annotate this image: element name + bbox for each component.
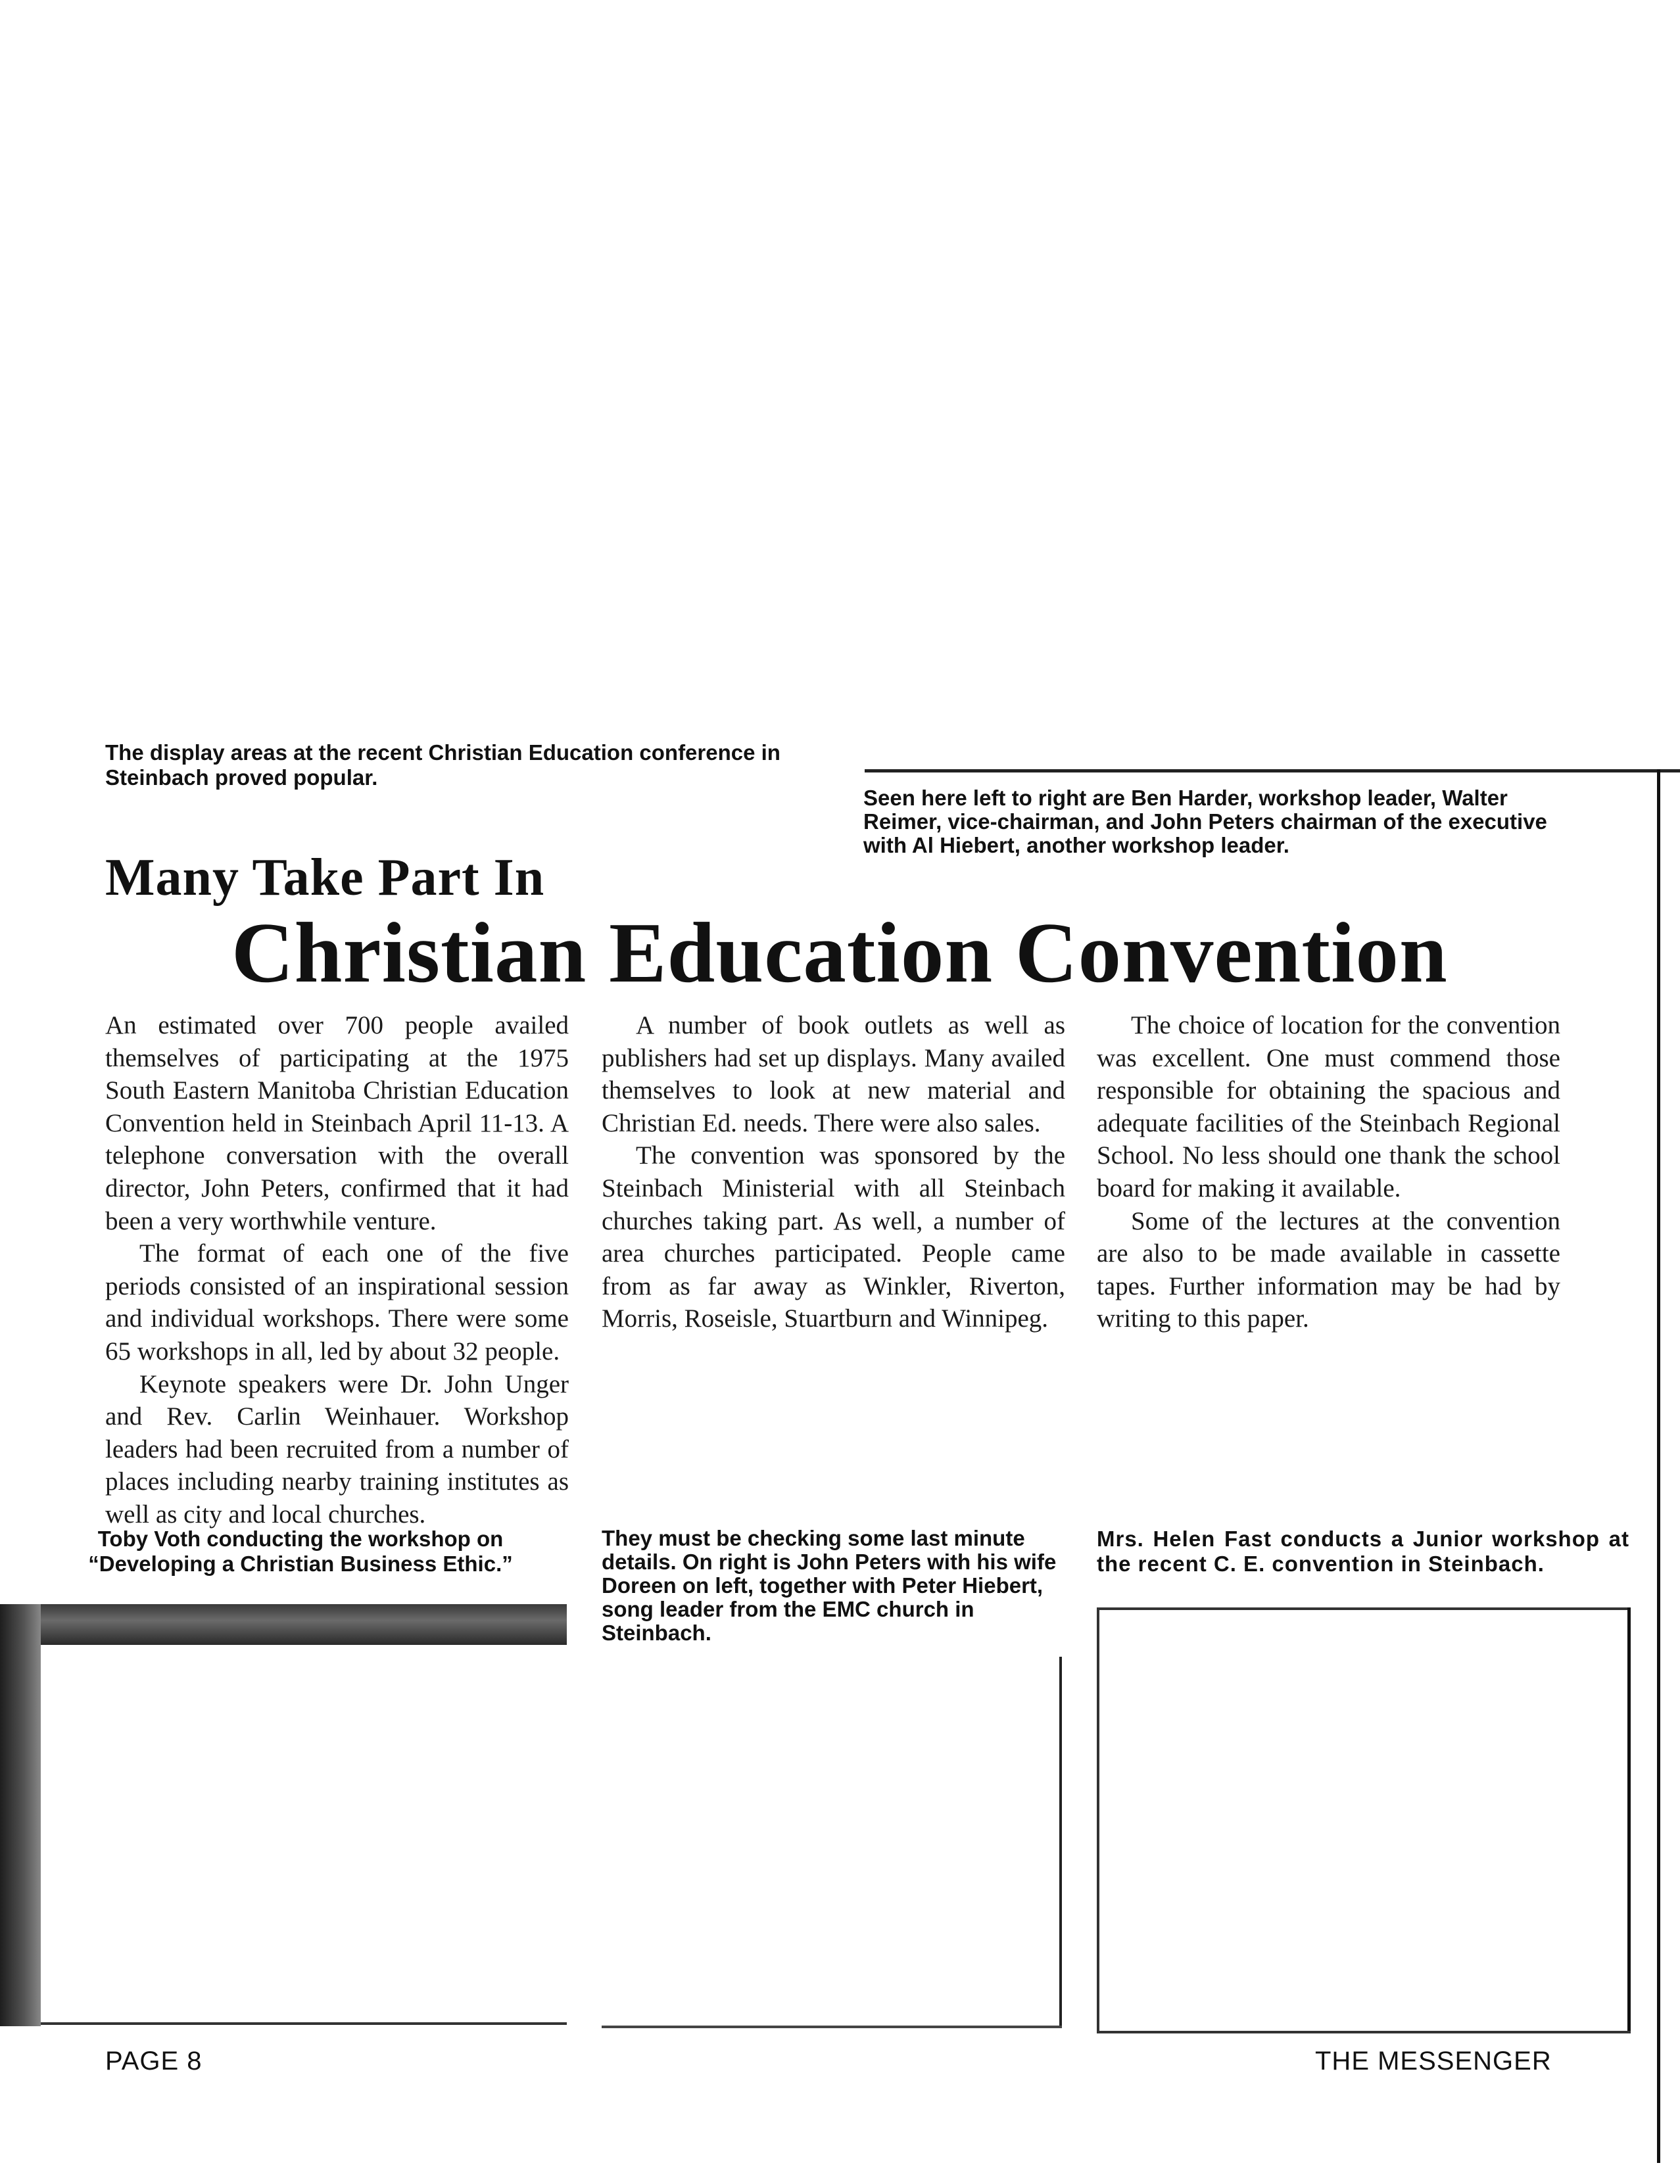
photo-top-right-border [865,769,1680,772]
photo-right-top-line [1097,1607,1631,1610]
photo-right [1097,1607,1631,2033]
page-right-edge-line [1657,769,1660,2163]
photo-left [0,1604,567,2026]
article-paragraph: The convention was sponsored by the Steinbach Ministerial with all Steinbach churches taking part. As well, a number of area churches participated. People came from as far away as Winkler, Riverton, Morris, Roseisle, Stuartburn and Winnipeg. [602,1141,1065,1333]
article-paragraph: Keynote speakers were Dr. John Unger and Rev. Carlin Weinhauer. Workshop leaders had been recruited from a number of places including nearby training institutes as well as city and local churches. [105,1369,569,1529]
article-column-3 [1097,1009,1560,1335]
photo-middle-bottom-line [602,2026,1062,2028]
photo-middle-right-line [1059,1657,1062,2026]
photo-right-bottom-line [1097,2031,1631,2033]
photo-left-bottom-line [41,2022,567,2025]
caption-toby-voth: Toby Voth conducting the workshop on “Developing a Christian Business Ethic.” [88,1527,513,1576]
caption-seen-here: Seen here left to right are Ben Harder, workshop leader, Walter Reimer, vice-chairman, and John Peters chairman of the executive with Al Hiebert, another workshop leader. [863,786,1547,857]
article-paragraph: The format of each one of the five periods consisted of an inspirational session and individual workshops. There were some 65 workshops in all, led by about 32 people. [105,1239,569,1365]
article-column-1 [105,1009,569,1531]
headline-main: Christian Education Convention [231,905,1448,1001]
photo-left-edge-strip [0,1604,41,2026]
caption-helen-fast: Mrs. Helen Fast conducts a Junior workshop at the recent C. E. convention in Steinbach. [1097,1527,1629,1576]
photo-left-blank-area [41,1645,567,2025]
article-paragraph: Some of the lectures at the convention are also to be made available in cassette tapes. Further information may be had by writing to this paper. [1097,1206,1560,1333]
photo-left-top-strip [0,1604,567,1645]
page-number: PAGE 8 [105,2047,203,2076]
caption-last-minute: They must be checking some last minute details. On right is John Peters with his wife Doreen on left, together with Peter Hiebert, song leader from the EMC church in Steinbach. [602,1526,1057,1645]
headline-kicker: Many Take Part In [105,849,545,907]
article-paragraph: A number of book outlets as well as publishers had set up displays. Many availed themselves to look at new material and Christian Ed. needs. There were also sales. [602,1011,1065,1137]
photo-right-right-line [1627,1607,1631,2033]
photo-middle [602,1657,1062,2028]
article-paragraph: The choice of location for the convention was excellent. One must commend those responsible for obtaining the spacious and adequate facilities of the Steinbach Regional School. No less should one thank the school board for making it available. [1097,1011,1560,1202]
article-column-2 [602,1009,1065,1335]
publication-name: THE MESSENGER [1315,2047,1552,2076]
article-paragraph: An estimated over 700 people availed themselves of participating at the 1975 South Eastern Manitoba Christian Education Convention held in Steinbach April 11-13. A telephone conversation with the overall director, John Peters, confirmed that it had been a very worthwhile venture. [105,1011,569,1235]
photo-right-left-line [1097,1607,1099,2033]
caption-display-areas: The display areas at the recent Christian Education conference in Steinbach proved popular. [105,740,780,790]
